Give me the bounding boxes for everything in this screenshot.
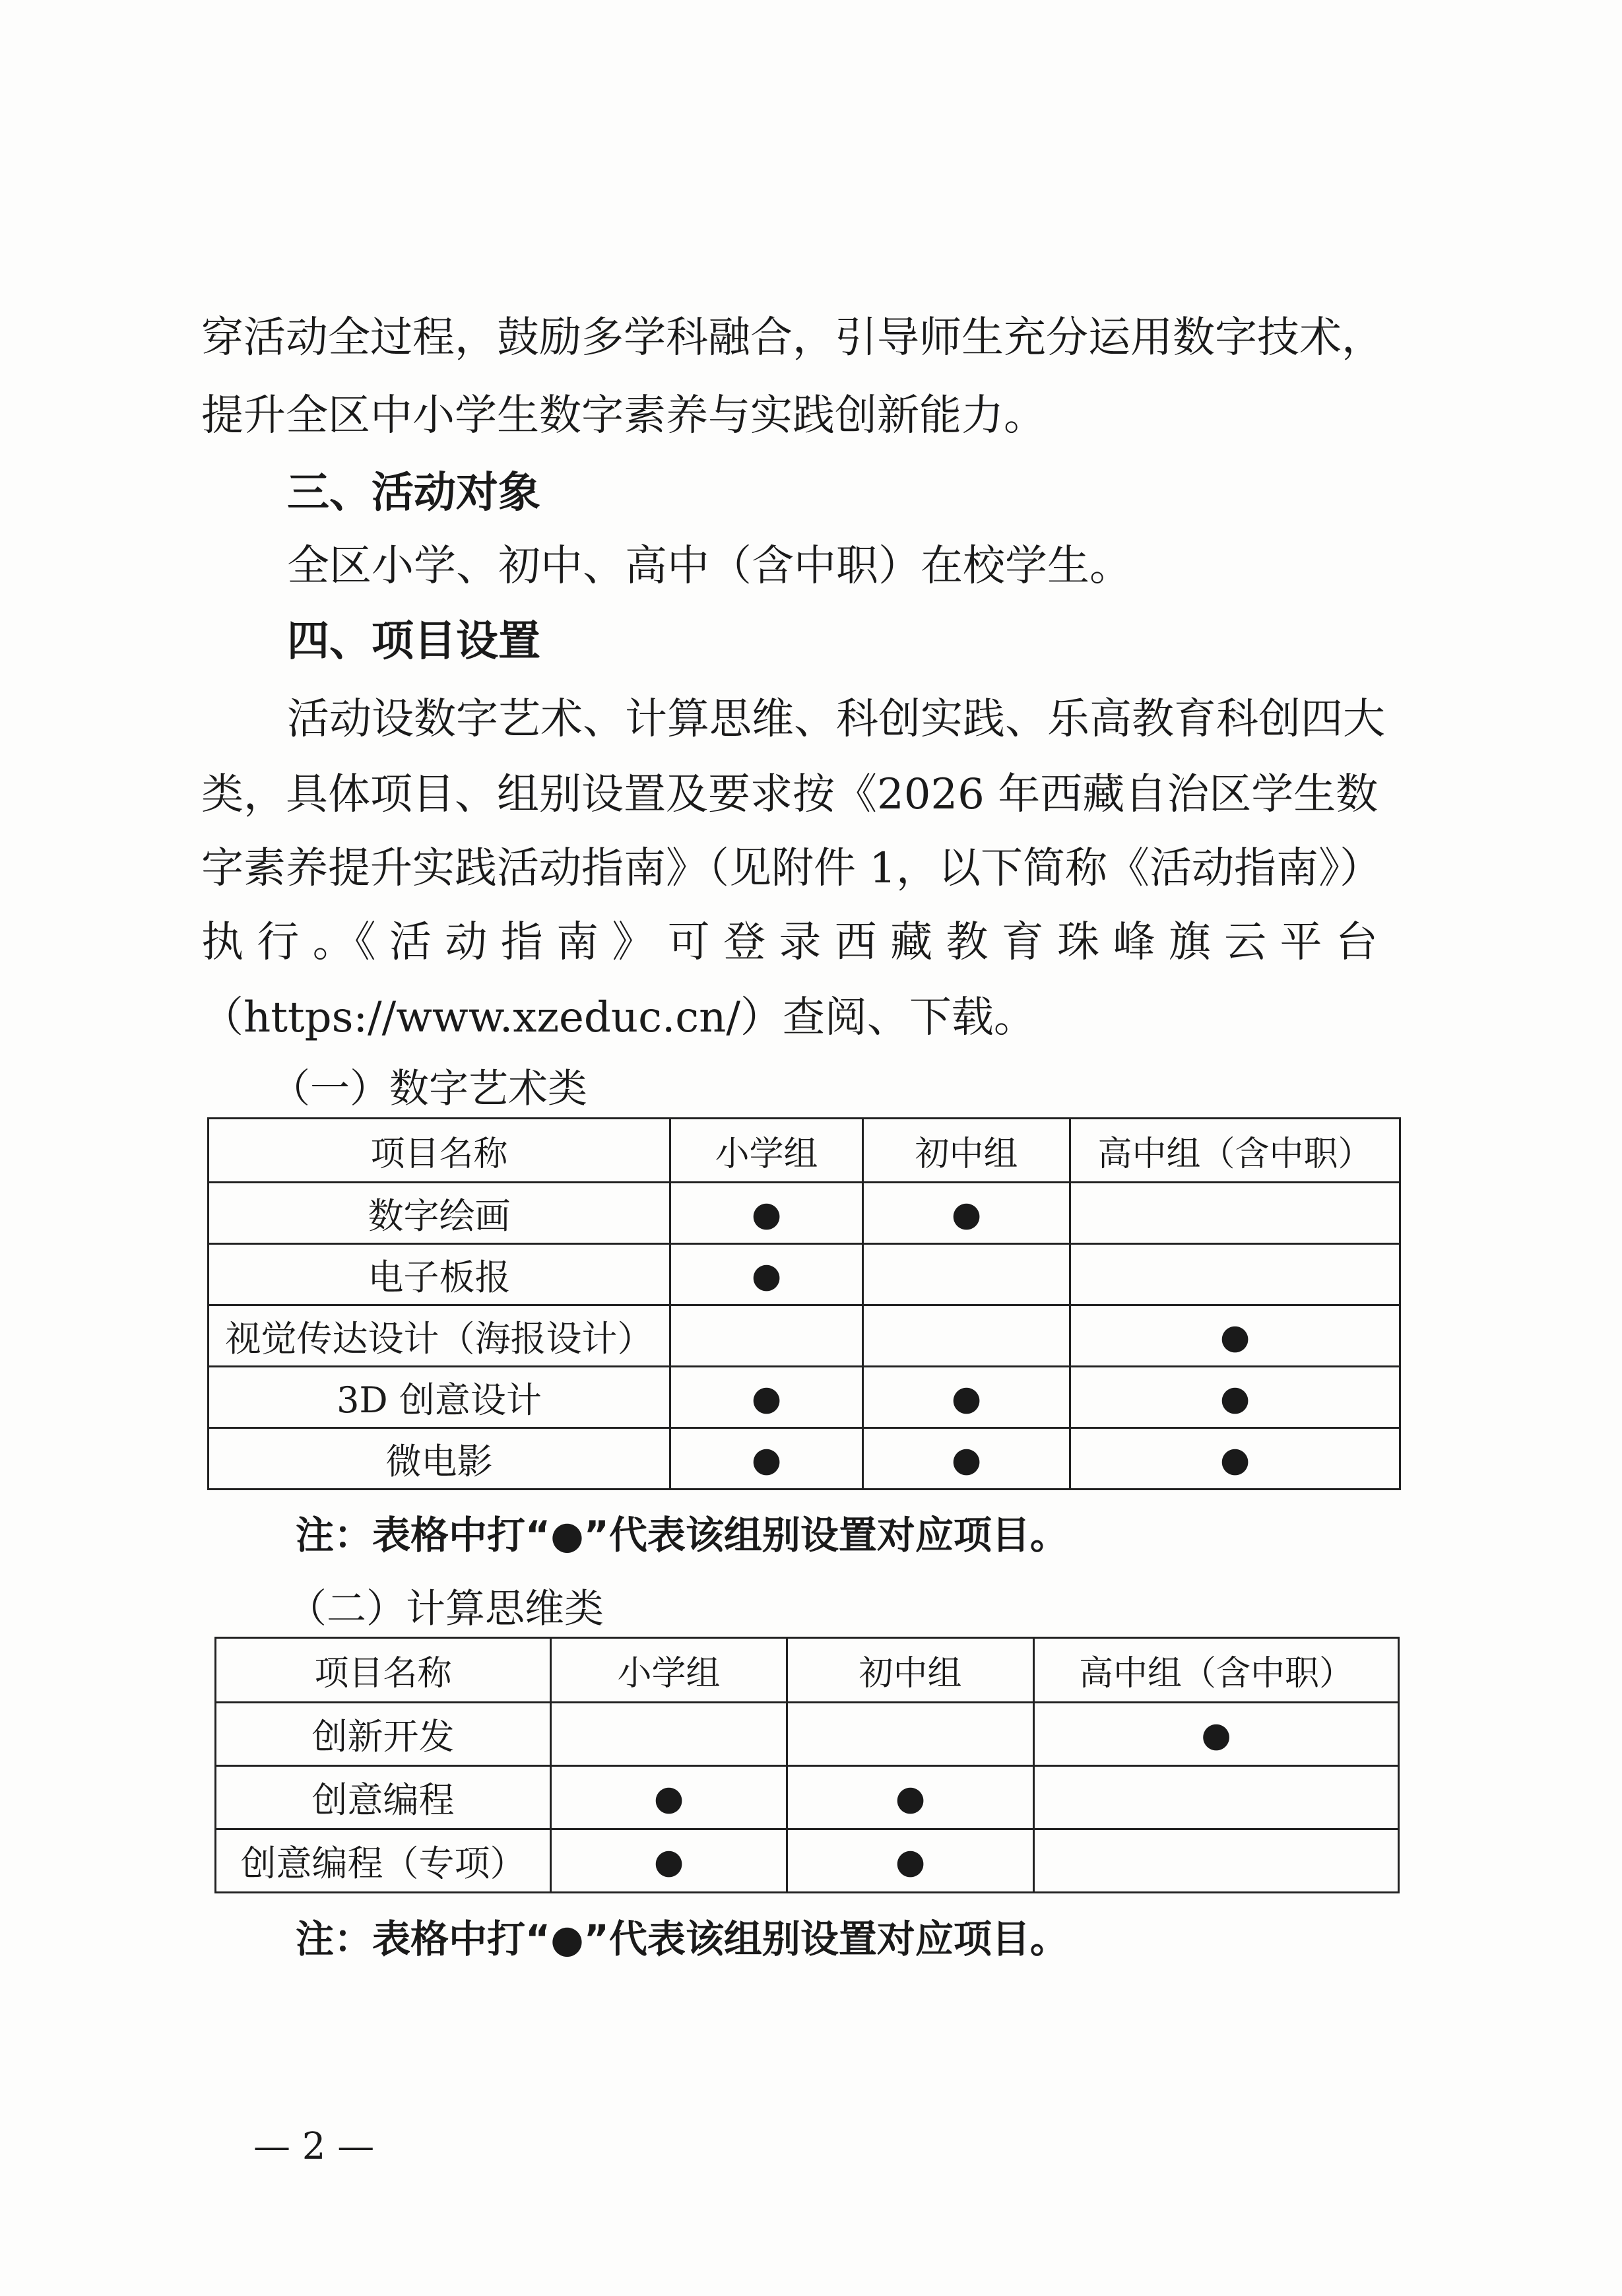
column-header: 高中组（含中职）	[1034, 1638, 1399, 1703]
section-heading: 三、活动对象	[287, 469, 540, 517]
column-header: 小学组	[670, 1119, 863, 1183]
dot-mark: ●	[951, 1439, 982, 1480]
body-text-line: 提升全区中小学生数字素养与实践创新能力。	[201, 391, 1046, 440]
dot-mark: ●	[751, 1255, 782, 1296]
digital-art-table	[207, 1117, 1401, 1490]
body-text-line: 类，具体项目、组别设置及要求按《2026 年西藏自治区学生数	[201, 770, 1379, 819]
body-text-line: 穿活动全过程，鼓励多学科融合，引导师生充分运用数字技术，	[201, 313, 1384, 362]
dot-mark: ●	[751, 1194, 782, 1234]
dot-mark: ●	[895, 1779, 926, 1818]
project-name-cell: 3D 创意设计	[209, 1367, 670, 1428]
project-name-cell: 创意编程	[216, 1766, 551, 1829]
column-header: 项目名称	[209, 1119, 670, 1183]
table-caption: （一）数字艺术类	[271, 1066, 587, 1112]
page-number: — 2 —	[253, 2125, 375, 2168]
project-name-cell: 视觉传达设计（海报设计）	[209, 1305, 670, 1367]
computational-thinking-table	[214, 1637, 1400, 1893]
project-name-cell: 创新开发	[216, 1703, 551, 1766]
dot-mark: ●	[951, 1194, 982, 1234]
body-text-line: 执 行 。《 活 动 指 南 》 可 登 录 西 藏 教 育 珠 峰 旗 云 平 台	[201, 918, 1378, 967]
dot-mark: ●	[653, 1779, 684, 1818]
dot-mark: ●	[951, 1378, 982, 1418]
column-header: 项目名称	[216, 1638, 551, 1703]
table-row	[216, 1829, 1399, 1893]
project-name-cell: 电子板报	[209, 1244, 670, 1305]
table-note: 注：表格中打“●”代表该组别设置对应项目。	[296, 1513, 1068, 1558]
dot-mark: ●	[895, 1842, 926, 1882]
body-text-line: 全区小学、初中、高中（含中职）在校学生。	[287, 542, 1132, 591]
section-heading: 四、项目设置	[287, 617, 540, 666]
project-name-cell: 微电影	[209, 1428, 670, 1490]
body-text-line: （https://www.xzeduc.cn/）查阅、下载。	[201, 993, 1036, 1042]
body-text-line: 活动设数字艺术、计算思维、科创实践、乐高教育科创四大	[287, 695, 1385, 744]
column-header: 小学组	[551, 1638, 787, 1703]
table-row	[216, 1766, 1399, 1829]
column-header: 初中组	[787, 1638, 1034, 1703]
body-text-line: 字素养提升实践活动指南》（见附件 1，以下简称《活动指南》）	[201, 844, 1382, 893]
table-header-row	[209, 1119, 1400, 1183]
project-name-cell: 创意编程（专项）	[216, 1829, 551, 1893]
table-row	[209, 1428, 1400, 1490]
column-header: 初中组	[863, 1119, 1070, 1183]
table-row	[216, 1703, 1399, 1766]
project-name-cell: 数字绘画	[209, 1183, 670, 1244]
table-caption: （二）计算思维类	[287, 1586, 604, 1632]
dot-mark: ●	[1219, 1317, 1250, 1357]
table-row	[209, 1367, 1400, 1428]
dot-mark: ●	[751, 1378, 782, 1418]
dot-mark: ●	[751, 1439, 782, 1480]
table-header-row	[216, 1638, 1399, 1703]
table-row	[209, 1305, 1400, 1367]
table-row	[209, 1183, 1400, 1244]
table-row	[209, 1244, 1400, 1305]
dot-mark: ●	[653, 1842, 684, 1882]
table-note: 注：表格中打“●”代表该组别设置对应项目。	[296, 1917, 1068, 1961]
dot-mark: ●	[1219, 1378, 1250, 1418]
dot-mark: ●	[1219, 1439, 1250, 1480]
column-header: 高中组（含中职）	[1070, 1119, 1400, 1183]
dot-mark: ●	[1201, 1715, 1231, 1755]
